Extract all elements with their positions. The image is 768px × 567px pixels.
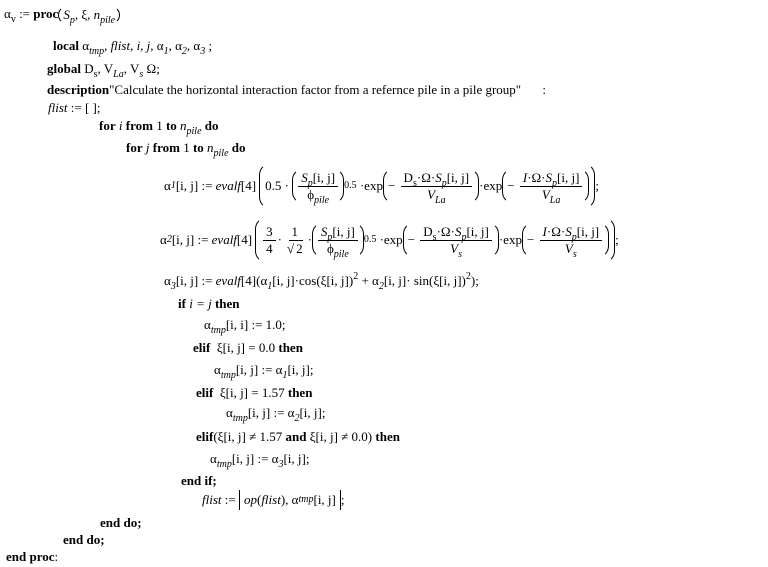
assign-tmp-ii: $\alpha_{tmp}[i$, i] := 1.0;	[204, 317, 286, 336]
alpha2-equation: α 2 [i, j] := evalf [4] $\frac{3}{4}$ · $\frac{1}{√ 2}$ · $\frac{S_p[i, j]}{\phi_{pile}}$ 0.5 · exp − $\frac{D_s\cdot\Omega\cdot S_p[i, j]}{V_s}$ · exp − $\frac{I\cdot\Omega\cdot S_p[i, j]}{V_s}$ ;	[160, 214, 619, 266]
flist-init: flist := [ ];	[48, 100, 101, 115]
description-line: description"Calculate the horizontal interaction factor from a refernce pile in a pile group" :	[47, 82, 546, 97]
for-loop-i: for i from 1 to $n_{pile}$ do	[99, 118, 219, 137]
flist-append: flist := op ( flist ), α tmp [i, j] ;	[202, 490, 345, 510]
end-do-inner: end do;	[100, 515, 142, 530]
alpha3-equation: $\alpha_3[i$, j] := $evalf[4](\alpha_1[i$, j]·cos(ξ[i, $j])^2 + \alpha_2[i$, j]· sin(ξ[i, j])$^2$);	[164, 271, 479, 292]
assign-tmp-a3: $\alpha_{tmp}[i$, j] := $\alpha_3[i$, j];	[210, 451, 310, 470]
alpha1-equation: α 1 [i, j] := evalf [4] 0.5 · $\frac{S_p[i, j]}{\phi_{pile}}$ 0.5 · exp − $\frac{D_s\cdot\Omega\cdot S_p[i, j]}{V_{La}}$ · exp − $\frac{I\cdot\Omega\cdot S_p[i, j]}{V_{La}}$ ;	[164, 160, 599, 212]
assign-tmp-a2: $\alpha_{tmp}[i$, j] := $\alpha_2[i$, j];	[226, 405, 326, 424]
elif-zero: elif ξ[i, j] = 0.0 then	[193, 340, 303, 355]
for-loop-j: for j from 1 to $n_{pile}$ do	[126, 140, 246, 159]
proc-header: $\alpha_v$ := proc $S_p$, ξ, $n_{pile}$	[4, 6, 120, 24]
local-declaration: local $\alpha_{tmp}$, flist, i, j, $\alpha_1$, $\alpha_2$, $\alpha_3$ ;	[53, 38, 213, 57]
assign-tmp-a1: $\alpha_{tmp}[i$, j] := $\alpha_1[i$, j];	[214, 362, 314, 381]
elif-157: elif ξ[i, j] = 1.57 then	[196, 385, 313, 400]
end-do-outer: end do;	[63, 532, 105, 547]
end-proc: end proc:	[6, 549, 59, 564]
if-statement: if i = j then	[178, 296, 240, 311]
elif-neq: elif(ξ[i, j] ≠ 1.57 and ξ[i, j] ≠ 0.0) then	[196, 429, 400, 444]
keyword-proc: proc	[33, 6, 59, 21]
global-declaration: global $D_s$, $V_{La}$, $V_s$ Ω;	[47, 61, 160, 80]
end-if: end if;	[181, 473, 217, 488]
proc-name: α	[4, 6, 11, 21]
